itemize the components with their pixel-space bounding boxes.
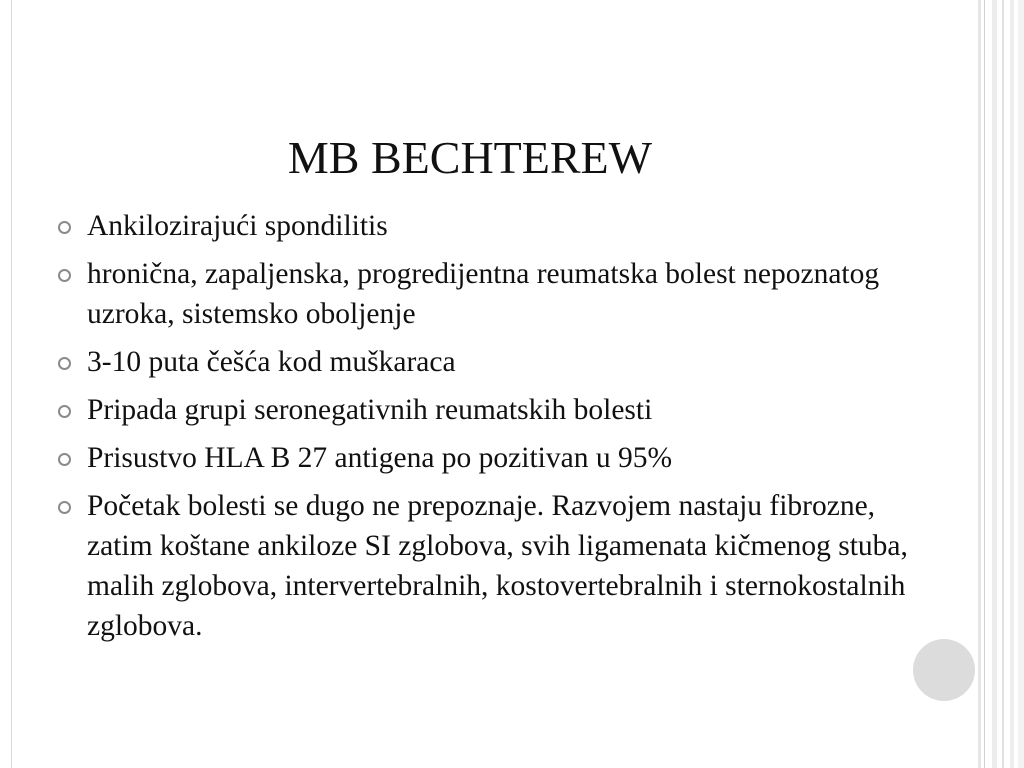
bullet-item [56,390,946,430]
bullet-text: hronična, zapaljenska, progredijentna reumatska bolest nepoznatog uzroka, sistemsko oboljenje [87,258,880,330]
stripe [992,0,997,768]
stripe [1002,0,1004,768]
left-border-line [11,0,12,768]
stripe [1010,0,1014,768]
stripe [978,0,981,768]
bullet-list [56,206,946,654]
hollow-circle-bullet-icon [58,405,71,418]
hollow-circle-bullet-icon [58,357,71,370]
bullet-item [56,206,946,246]
bullet-text: Ankilozirajući spondilitis [87,210,388,242]
stripe [1018,0,1024,768]
hollow-circle-bullet-icon [58,453,71,466]
hollow-circle-bullet-icon [58,501,71,514]
bullet-item [56,254,946,334]
hollow-circle-bullet-icon [58,269,71,282]
bullet-text: 3-10 puta češća kod muškaraca [87,346,456,378]
right-decorative-stripes [978,0,1024,768]
bullet-item [56,342,946,382]
bullet-item [56,486,946,646]
slide-title: MB BECHTEREW [287,131,653,183]
bullet-text: Početak bolesti se dugo ne prepoznaje. Razvojem nastaju fibrozne, zatim koštane ankiloze SI zglobova, svih ligamenata kičmenog stuba, malih zglobova, intervertebralnih, kostovertebralnih i sternokostalnih zglobova. [87,490,908,642]
bullet-text: Prisustvo HLA B 27 antigena po pozitivan u 95% [87,442,673,474]
bullet-text: Pripada grupi seronegativnih reumatskih bolesti [87,394,653,426]
hollow-circle-bullet-icon [58,221,71,234]
stripe [984,0,985,768]
bullet-item [56,438,946,478]
